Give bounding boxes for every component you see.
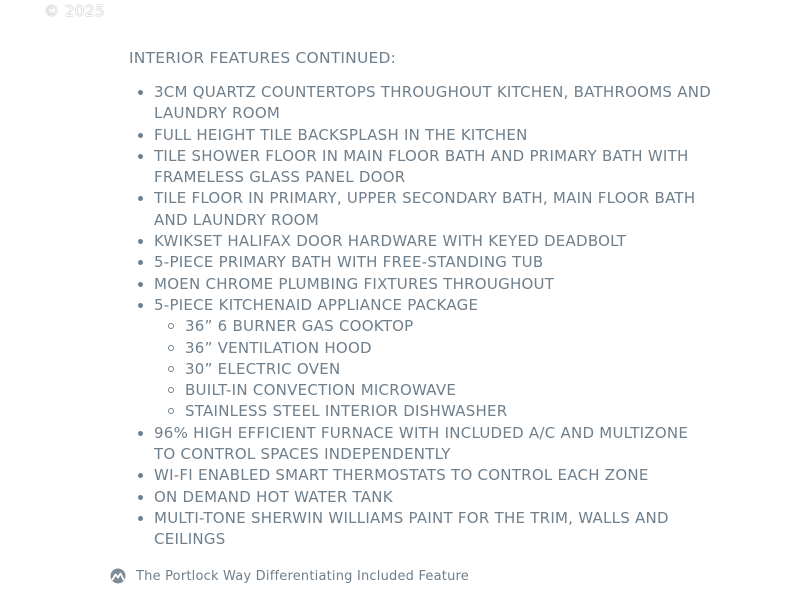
feature-text: 5-PIECE PRIMARY BATH WITH FREE-STANDING TUB — [154, 253, 544, 272]
appliance-item: STAINLESS STEEL INTERIOR DISHWASHER — [154, 401, 714, 422]
feature-text: 3CM QUARTZ COUNTERTOPS THROUGHOUT KITCHEN, BATHROOMS AND LAUNDRY ROOM — [154, 83, 711, 123]
feature-text: 96% HIGH EFFICIENT FURNACE WITH INCLUDED A/C AND MULTIZONE TO CONTROL SPACES INDEPENDENTLY — [154, 423, 689, 464]
feature-text: KWIKSET HALIFAX DOOR HARDWARE WITH KEYED DEADBOLT — [154, 232, 627, 251]
feature-text: WI-FI ENABLED SMART THERMOSTATS TO CONTROL EACH ZONE — [154, 466, 649, 485]
appliance-item: 36” 6 BURNER GAS COOKTOP — [154, 316, 714, 337]
appliance-item: 36” VENTILATION HOOD — [154, 338, 714, 359]
appliance-item: 30” ELECTRIC OVEN — [154, 359, 714, 380]
feature-item — [134, 146, 714, 189]
appliance-sublist — [154, 316, 714, 422]
feature-item — [134, 423, 714, 466]
copyright-watermark: © 2025 — [44, 2, 105, 20]
feature-item — [134, 274, 714, 295]
feature-text: 5-PIECE KITCHENAID APPLIANCE PACKAGE — [154, 295, 479, 314]
feature-item — [134, 295, 714, 423]
section-heading: INTERIOR FEATURES CONTINUED: — [129, 49, 397, 67]
feature-item — [134, 231, 714, 252]
feature-text: ON DEMAND HOT WATER TANK — [154, 487, 393, 506]
feature-text: MULTI-TONE SHERWIN WILLIAMS PAINT FOR THE TRIM, WALLS AND CEILINGS — [154, 508, 669, 549]
feature-text: MOEN CHROME PLUMBING FIXTURES THROUGHOUT — [154, 274, 555, 293]
feature-text: TILE FLOOR IN PRIMARY, UPPER SECONDARY BATH, MAIN FLOOR BATH AND LAUNDRY ROOM — [154, 189, 696, 229]
features-list — [134, 82, 714, 551]
mountain-logo-icon — [110, 568, 126, 584]
feature-text: TILE SHOWER FLOOR IN MAIN FLOOR BATH AND PRIMARY BATH WITH FRAMELESS GLASS PANEL DOOR — [154, 146, 689, 187]
feature-text: FULL HEIGHT TILE BACKSPLASH IN THE KITCHEN — [154, 125, 528, 144]
feature-item — [134, 188, 714, 231]
legend — [110, 568, 469, 584]
feature-item — [134, 125, 714, 146]
feature-item — [134, 252, 714, 273]
feature-item — [134, 465, 714, 486]
feature-item — [134, 487, 714, 508]
feature-item — [134, 508, 714, 551]
feature-item — [134, 82, 714, 125]
legend-text: The Portlock Way Differentiating Included Feature — [136, 568, 469, 584]
appliance-item: BUILT-IN CONVECTION MICROWAVE — [154, 380, 714, 401]
